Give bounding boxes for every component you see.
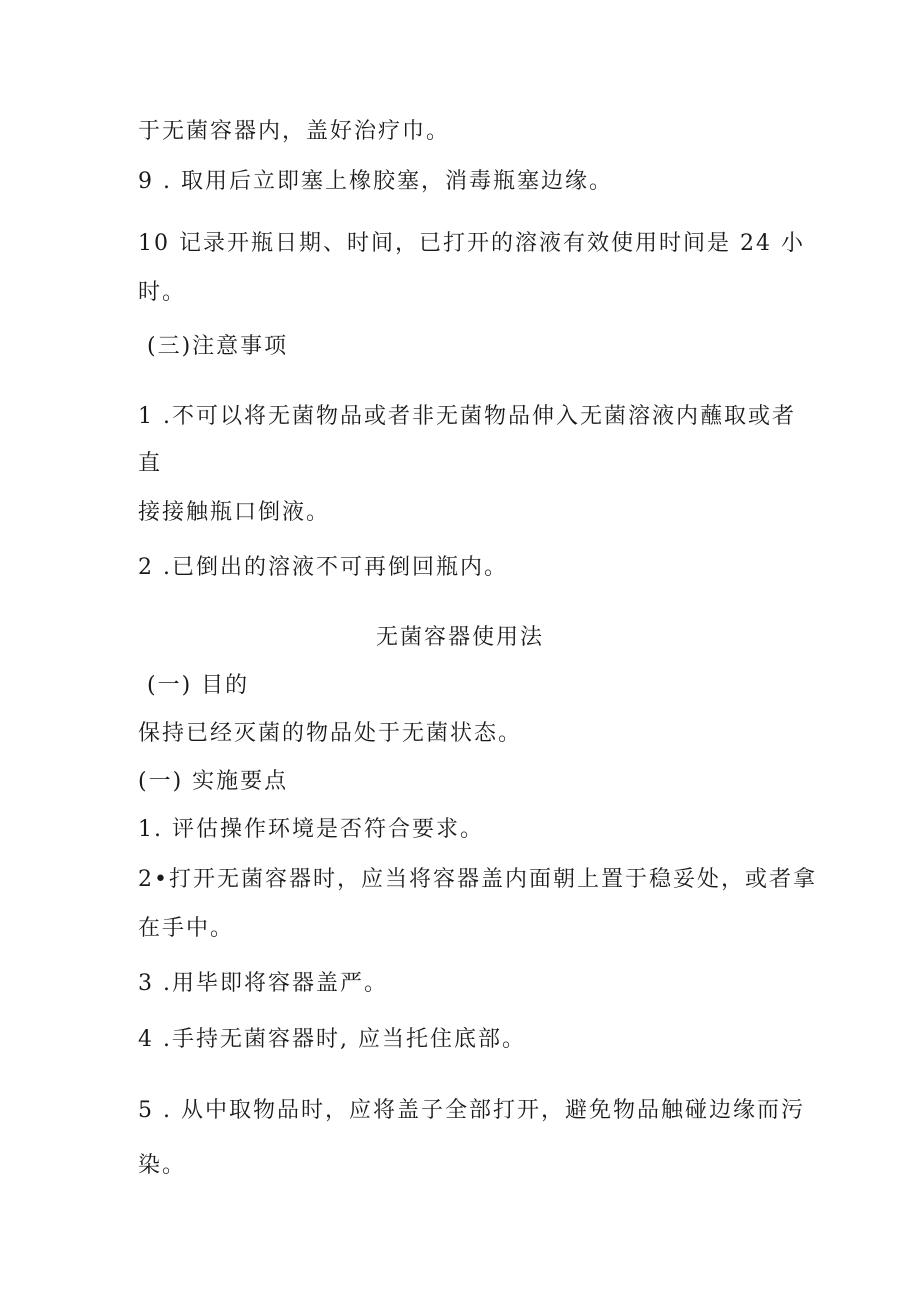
- section-heading-purpose: (一) 目的: [147, 673, 250, 698]
- list-item-10: 10 记录开瓶日期、时间，已打开的溶液有效使用时间是 24 小: [138, 231, 805, 256]
- list-item-4: 4 .手持无菌容器时, 应当托住底部。: [138, 1027, 526, 1052]
- paragraph-line: 保持已经灭菌的物品处于无菌状态。: [138, 721, 523, 746]
- section-heading-precautions: (三)注意事项: [147, 334, 289, 359]
- list-item-1: 1. 评估操作环境是否符合要求。: [138, 817, 484, 842]
- paragraph-line: 于无菌容器内，盖好治疗巾。: [138, 119, 451, 144]
- section-heading-procedure: (一) 实施要点: [138, 769, 289, 794]
- list-item-2: 2 .已倒出的溶液不可再倒回瓶内。: [138, 555, 508, 580]
- list-item-1-continuation: 直: [138, 451, 163, 476]
- list-item-2-continuation: 在手中。: [138, 916, 235, 941]
- list-item-2: 2•打开无菌容器时，应当将容器盖内面朝上置于稳妥处，或者拿: [138, 867, 817, 892]
- section-title: 无菌容器使用法: [375, 625, 544, 650]
- list-item-1-continuation: 接接触瓶口倒液。: [138, 500, 331, 525]
- list-item-5: 5 . 从中取物品时，应将盖子全部打开，避免物品触碰边缘而污: [138, 1098, 805, 1123]
- list-item-1: 1 .不可以将无菌物品或者非无菌物品伸入无菌溶液内蘸取或者: [138, 404, 796, 429]
- list-item-3: 3 .用毕即将容器盖严。: [138, 971, 388, 996]
- list-item-10-continuation: 时。: [138, 280, 187, 305]
- list-item-9: 9 . 取用后立即塞上橡胶塞，消毒瓶塞边缘。: [138, 169, 613, 194]
- list-item-5-continuation: 染。: [138, 1153, 187, 1178]
